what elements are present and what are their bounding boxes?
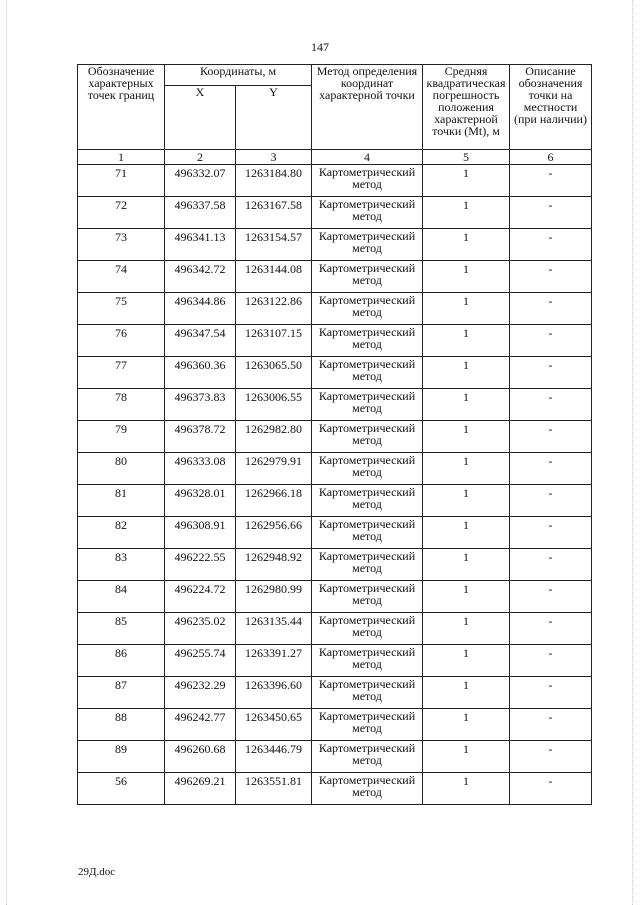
- point-id-cell: 89: [78, 741, 165, 773]
- description-cell: -: [510, 709, 592, 741]
- error-cell: 1: [423, 453, 510, 485]
- description-cell: -: [510, 517, 592, 549]
- method-cell: Картометрический метод: [312, 165, 423, 197]
- description-cell: -: [510, 613, 592, 645]
- x-coordinate-cell: 496235.02: [165, 613, 236, 645]
- scan-edge-right: [632, 0, 634, 905]
- x-coordinate-cell: 496255.74: [165, 645, 236, 677]
- error-cell: 1: [423, 197, 510, 229]
- column-number-row: [78, 150, 592, 165]
- point-id-cell: 74: [78, 261, 165, 293]
- error-cell: 1: [423, 517, 510, 549]
- column-number: 6: [510, 150, 592, 165]
- table-row: [78, 293, 592, 325]
- y-coordinate-cell: 1263107.15: [236, 325, 312, 357]
- x-coordinate-cell: 496232.29: [165, 677, 236, 709]
- table-row: [78, 613, 592, 645]
- x-coordinate-cell: 496373.83: [165, 389, 236, 421]
- table-row: [78, 645, 592, 677]
- table-row: [78, 709, 592, 741]
- y-coordinate-cell: 1262979.91: [236, 453, 312, 485]
- header-x: X: [165, 86, 236, 150]
- x-coordinate-cell: 496333.08: [165, 453, 236, 485]
- page-number: 147: [311, 40, 329, 54]
- description-cell: -: [510, 581, 592, 613]
- error-cell: 1: [423, 389, 510, 421]
- method-cell: Картометрический метод: [312, 229, 423, 261]
- point-id-cell: 79: [78, 421, 165, 453]
- x-coordinate-cell: 496360.36: [165, 357, 236, 389]
- x-coordinate-cell: 496332.07: [165, 165, 236, 197]
- y-coordinate-cell: 1263391.27: [236, 645, 312, 677]
- point-id-cell: 82: [78, 517, 165, 549]
- y-coordinate-cell: 1263450.65: [236, 709, 312, 741]
- table-row: [78, 677, 592, 709]
- table-row: [78, 421, 592, 453]
- error-cell: 1: [423, 613, 510, 645]
- point-id-cell: 75: [78, 293, 165, 325]
- header-coordinates: Координаты, м: [165, 65, 312, 86]
- point-id-cell: 76: [78, 325, 165, 357]
- header-error: Средняя квадратическая погрешность положения характерной точки (Mt), м: [423, 65, 510, 150]
- description-cell: -: [510, 357, 592, 389]
- description-cell: -: [510, 549, 592, 581]
- x-coordinate-cell: 496344.86: [165, 293, 236, 325]
- point-id-cell: 85: [78, 613, 165, 645]
- method-cell: Картометрический метод: [312, 261, 423, 293]
- header-method: Метод определения координат характерной точки: [312, 65, 423, 150]
- y-coordinate-cell: 1263122.86: [236, 293, 312, 325]
- method-cell: Картометрический метод: [312, 293, 423, 325]
- x-coordinate-cell: 496269.21: [165, 773, 236, 805]
- description-cell: -: [510, 293, 592, 325]
- description-cell: -: [510, 325, 592, 357]
- header-point-designation: Обозначение характерных точек границ: [78, 65, 165, 150]
- error-cell: 1: [423, 645, 510, 677]
- method-cell: Картометрический метод: [312, 709, 423, 741]
- table-row: [78, 389, 592, 421]
- method-cell: Картометрический метод: [312, 581, 423, 613]
- column-number: 2: [165, 150, 236, 165]
- table-row: [78, 485, 592, 517]
- column-number: 5: [423, 150, 510, 165]
- method-cell: Картометрический метод: [312, 357, 423, 389]
- y-coordinate-cell: 1262966.18: [236, 485, 312, 517]
- description-cell: -: [510, 421, 592, 453]
- point-id-cell: 71: [78, 165, 165, 197]
- y-coordinate-cell: 1262982.80: [236, 421, 312, 453]
- description-cell: -: [510, 197, 592, 229]
- coordinates-table: [77, 64, 592, 805]
- header-row: [78, 65, 592, 86]
- point-id-cell: 86: [78, 645, 165, 677]
- header-description: Описание обозначения точки на местности (при наличии): [510, 65, 592, 150]
- x-coordinate-cell: 496347.54: [165, 325, 236, 357]
- table-row: [78, 357, 592, 389]
- table-row: [78, 229, 592, 261]
- error-cell: 1: [423, 741, 510, 773]
- method-cell: Картометрический метод: [312, 613, 423, 645]
- x-coordinate-cell: 496222.55: [165, 549, 236, 581]
- method-cell: Картометрический метод: [312, 325, 423, 357]
- y-coordinate-cell: 1263167.58: [236, 197, 312, 229]
- footer-filename: 29Д.doc: [78, 866, 116, 878]
- point-id-cell: 81: [78, 485, 165, 517]
- description-cell: -: [510, 485, 592, 517]
- method-cell: Картометрический метод: [312, 197, 423, 229]
- point-id-cell: 84: [78, 581, 165, 613]
- table-row: [78, 581, 592, 613]
- error-cell: 1: [423, 581, 510, 613]
- column-number: 4: [312, 150, 423, 165]
- description-cell: -: [510, 645, 592, 677]
- point-id-cell: 83: [78, 549, 165, 581]
- point-id-cell: 73: [78, 229, 165, 261]
- y-coordinate-cell: 1263551.81: [236, 773, 312, 805]
- error-cell: 1: [423, 549, 510, 581]
- method-cell: Картометрический метод: [312, 421, 423, 453]
- y-coordinate-cell: 1263446.79: [236, 741, 312, 773]
- error-cell: 1: [423, 165, 510, 197]
- point-id-cell: 88: [78, 709, 165, 741]
- scan-edge-left: [6, 0, 8, 905]
- method-cell: Картометрический метод: [312, 517, 423, 549]
- y-coordinate-cell: 1262948.92: [236, 549, 312, 581]
- y-coordinate-cell: 1262956.66: [236, 517, 312, 549]
- method-cell: Картометрический метод: [312, 773, 423, 805]
- error-cell: 1: [423, 485, 510, 517]
- error-cell: 1: [423, 293, 510, 325]
- table-row: [78, 325, 592, 357]
- description-cell: -: [510, 165, 592, 197]
- description-cell: -: [510, 773, 592, 805]
- point-id-cell: 78: [78, 389, 165, 421]
- description-cell: -: [510, 261, 592, 293]
- table-row: [78, 773, 592, 805]
- x-coordinate-cell: 496341.13: [165, 229, 236, 261]
- x-coordinate-cell: 496337.58: [165, 197, 236, 229]
- error-cell: 1: [423, 773, 510, 805]
- method-cell: Картометрический метод: [312, 549, 423, 581]
- method-cell: Картометрический метод: [312, 453, 423, 485]
- y-coordinate-cell: 1263006.55: [236, 389, 312, 421]
- error-cell: 1: [423, 709, 510, 741]
- y-coordinate-cell: 1263144.08: [236, 261, 312, 293]
- error-cell: 1: [423, 229, 510, 261]
- method-cell: Картометрический метод: [312, 741, 423, 773]
- x-coordinate-cell: 496378.72: [165, 421, 236, 453]
- error-cell: 1: [423, 677, 510, 709]
- error-cell: 1: [423, 357, 510, 389]
- method-cell: Картометрический метод: [312, 389, 423, 421]
- method-cell: Картометрический метод: [312, 645, 423, 677]
- table-row: [78, 261, 592, 293]
- description-cell: -: [510, 229, 592, 261]
- method-cell: Картометрический метод: [312, 677, 423, 709]
- x-coordinate-cell: 496242.77: [165, 709, 236, 741]
- method-cell: Картометрический метод: [312, 485, 423, 517]
- column-number: 1: [78, 150, 165, 165]
- table-row: [78, 517, 592, 549]
- point-id-cell: 77: [78, 357, 165, 389]
- point-id-cell: 80: [78, 453, 165, 485]
- y-coordinate-cell: 1262980.99: [236, 581, 312, 613]
- x-coordinate-cell: 496224.72: [165, 581, 236, 613]
- point-id-cell: 56: [78, 773, 165, 805]
- y-coordinate-cell: 1263396.60: [236, 677, 312, 709]
- point-id-cell: 87: [78, 677, 165, 709]
- description-cell: -: [510, 453, 592, 485]
- error-cell: 1: [423, 261, 510, 293]
- table-row: [78, 165, 592, 197]
- table-row: [78, 197, 592, 229]
- x-coordinate-cell: 496260.68: [165, 741, 236, 773]
- column-number: 3: [236, 150, 312, 165]
- error-cell: 1: [423, 421, 510, 453]
- description-cell: -: [510, 741, 592, 773]
- x-coordinate-cell: 496308.91: [165, 517, 236, 549]
- table-row: [78, 453, 592, 485]
- table-row: [78, 549, 592, 581]
- description-cell: -: [510, 677, 592, 709]
- header-y: Y: [236, 86, 312, 150]
- y-coordinate-cell: 1263154.57: [236, 229, 312, 261]
- x-coordinate-cell: 496328.01: [165, 485, 236, 517]
- y-coordinate-cell: 1263065.50: [236, 357, 312, 389]
- description-cell: -: [510, 389, 592, 421]
- x-coordinate-cell: 496342.72: [165, 261, 236, 293]
- table-body: [78, 165, 592, 805]
- point-id-cell: 72: [78, 197, 165, 229]
- y-coordinate-cell: 1263135.44: [236, 613, 312, 645]
- table-row: [78, 741, 592, 773]
- error-cell: 1: [423, 325, 510, 357]
- y-coordinate-cell: 1263184.80: [236, 165, 312, 197]
